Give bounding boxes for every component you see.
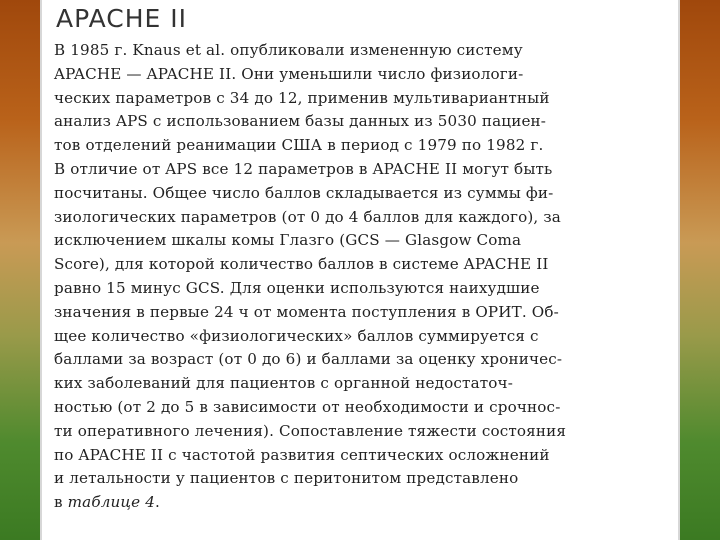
text-line: зиологических параметров (от 0 до 4 баллов для каждого), за <box>54 207 561 226</box>
text-line: ти оперативного лечения). Сопоставление тяжести состояния <box>54 421 567 440</box>
text-line: и летальности у пациентов с перитонитом представлено <box>54 469 519 488</box>
document-page <box>40 0 680 540</box>
page-title: APACHE II <box>56 4 187 33</box>
text-line: тов отделений реанимации США в период с 1979 по 1982 г. <box>54 136 544 155</box>
text-line: анализ APS с использованием базы данных из 5030 пациен- <box>54 112 547 131</box>
text-line-last <box>54 491 668 515</box>
text-line: ких заболеваний для пациентов с органной недостаточ- <box>54 374 513 393</box>
text-line: по APACHE II с частотой развития септических осложнений <box>54 445 550 464</box>
body-paragraph <box>54 39 674 515</box>
text-line: В 1985 г. Knaus et al. опубликовали измененную систему <box>54 41 523 59</box>
text-line: значения в первые 24 ч от момента поступления в ОРИТ. Об- <box>54 302 559 321</box>
text-line: исключением шкалы комы Глазго (GCS — Glasgow Coma <box>54 231 522 250</box>
text-line: посчитаны. Общее число баллов складывается из суммы фи- <box>54 183 554 202</box>
last-line-suffix: . <box>155 493 160 512</box>
last-line-prefix: в <box>54 493 68 512</box>
table-reference: таблице 4 <box>67 493 156 512</box>
text-line: ческих параметров с 34 до 12, применив мультивариантный <box>54 88 550 107</box>
text-line: ностью (от 2 до 5 в зависимости от необходимости и срочнос- <box>54 397 561 416</box>
text-line: равно 15 минус GCS. Для оценки используются наихудшие <box>54 278 540 297</box>
text-line: APACHE — APACHE II. Они уменьшили число физиологи- <box>54 64 524 83</box>
text-line: щее количество «физиологических» баллов суммируется с <box>54 326 539 345</box>
text-line: Score), для которой количество баллов в системе APACHE II <box>54 255 549 274</box>
text-line: баллами за возраст (от 0 до 6) и баллами за оценку хроничес- <box>54 350 563 369</box>
text-line: В отличие от APS все 12 параметров в APACHE II могут быть <box>54 159 553 178</box>
